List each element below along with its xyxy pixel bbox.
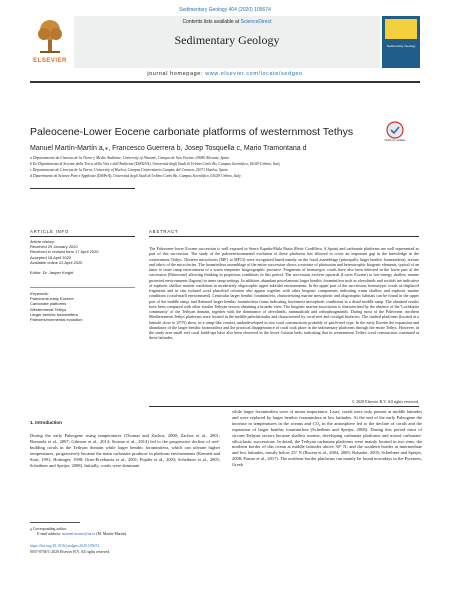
sciencedirect-link[interactable]: ScienceDirect [240,19,272,25]
homepage-link[interactable]: www.elsevier.com/locate/sedgeo [205,71,303,77]
abstract-rule [149,236,419,237]
affiliation-d: d Dipartimento di Scienze Pure e Applicate (DiSPeA), Università degli Studi di Urbino Carlo Bo, Campus Scientifico, 61029 Urbino, Italy [30,174,241,178]
intro-left-column: During the early Paleogene rising temperatures (Thomas and Zachos, 2000; Zachos et al., 2001; Bernaola et al., 2007; Gilmour et al., 2014; Storme et al., 2014) led to the progressive decline of reef-building corals in the Tethyan domain while larger benthic foraminifera, which can tolerate higher temperatures, progressively became the main carbonate producer in platform environments (Kennett and Stott, 1991; Hottinger, 1998; Orue-Etxebarria et al., 2001; Pujalte et al., 2003; Scheibner et al., 2005; Scheibner and Speijer, 2008). Initially, corals were dominant [30,433,220,468]
cover-art [385,19,417,39]
keywords-rule [30,287,135,288]
editor-line: Editor: Dr. Jasper Knight [30,270,74,276]
contents-line [74,19,380,25]
elsevier-logo[interactable] [30,16,70,68]
keyword-item: Westernmost Tethys [30,306,67,312]
affiliation-a: a Departamento de Ciencias de la Tierra y Medio Ambiente, University of Alicante, Campus de San Vicente, 03080 Alicante, Spain [30,156,230,160]
history-accepted: Accepted 18 April 2020 [30,254,72,260]
keyword-item: Paleoenvironmental evolution [30,317,83,323]
keywords-title: Keywords: [30,291,49,296]
keyword-item: Carbonate platforms [30,301,67,307]
history-received: Received 29 January 2020 [30,244,78,250]
contents-prefix: Contents lists available at [182,19,241,25]
info-rule-top [30,188,135,189]
elsevier-tree-icon [36,18,64,54]
abstract-rule-bottom [149,406,419,407]
article-title: Paleocene-Lower Eocene carbonate platforms of westernmost Tethys [30,126,354,138]
abstract-header: ABSTRACT [149,229,179,234]
history-revised: Received in revised form 17 April 2020 [30,249,99,255]
article-info-header: ARTICLE INFO [30,229,70,234]
journal-cover-image[interactable] [382,16,420,68]
keyword-item: Larger benthic foraminifera [30,311,78,317]
affiliation-b: b Ex-Dipartimento di Scienze della Terra, della Vita e dell'Ambiente (DiSTeVA), Università degli Studi di Urbino Carlo Bo, Campus Scientifico, 61029 Urbino, Italy [30,162,281,166]
journal-homepage [30,71,420,77]
header-rule [30,81,420,83]
journal-title[interactable]: Sedimentary Geology [174,33,280,47]
intro-heading: 1. Introduction [30,420,62,425]
journal-reference[interactable]: Sedimentary Geology 404 (2020) 105674 [179,7,271,13]
publisher-name: ELSEVIER [33,58,67,64]
email-suffix: (M. Martín-Martín). [95,532,128,536]
doi-link[interactable]: https://doi.org/10.1016/j.sedgeo.2020.105674 [30,544,100,548]
journal-title-box [74,16,380,68]
info-rule [30,236,135,237]
article-history [30,239,140,275]
intro-right-column: while larger foraminifera were of minor importance. Later, corals were only present at middle latitudes and were replaced by larger benthic foraminifera at low latitudes. At the end of the early Paleogene the increase in temperatures in the oceans and CO₂ in the atmosphere led to the decline of corals and the expansion of larger benthic foraminifera (Scheibner and Speijer, 2008). During this period most of circum-Tethyan sectors became shallow marine, developing carbonate platforms and mixed carbonate-siliciclastic successions. In detail, the Tethyan carbonate platforms were mainly located in two rims: the northern border of this ocean at middle latitudes above 30° N; and the southern border at intermediate and low latitudes, mostly below 25° N (Baceta et al., 2004, 2005; Robador, 2005; Scheibner and Speijer, 2008; Pomar et al., 2017). The northern border platforms can mainly be found nowadays in the Pyrenees, Greek [232,409,422,468]
email-link[interactable]: manuel.martin@ua.es [62,532,96,536]
journal-banner [30,16,420,68]
footnote-rule [30,522,80,523]
check-updates-label: Check for updates [384,139,406,142]
email-prefix: E-mail address: [37,532,63,536]
affiliation-c: c Departamento de Ciencias de la Tierra, University of Huelva, Campus Universitario Campus del Carmen, 21071 Huelva, Spain [30,168,228,172]
keyword-item: Paleocene-early Eocene [30,296,74,302]
abstract-copyright: © 2020 Elsevier B.V. All rights reserved. [351,399,419,404]
issn-line: 0037-0738/© 2020 Elsevier B.V. All rights reserved. [30,550,110,554]
corresponding-author: ⁎ Corresponding author. [30,527,67,531]
keywords-block [30,291,140,322]
email-line [37,532,127,536]
check-for-updates-badge[interactable] [382,120,408,146]
history-title: Article history: [30,239,56,244]
abstract-text: The Paleocene-lower Eocene succession is well exposed in Sierra Espuña-Mula Basin (Betic Cordillera, S Spain) and carbonate platforms are well represented as part of this succession. The study of the paleoenvironmental evolution of these platforms has allowed to cover an important gap in the knowledge in the westernmost Tethys. Thirteen microfacies (MF1 to MF13) were recognized based mainly on the fossil assemblage (principally larger benthic foraminifera), texture and fabric of the microfacies. The foraminifera assemblage of the entire succession shows a mixture of photozoan and heterotrophic biogenic elements, typical of an inner to outer ramp environment of a warm temperate biogeographic province. Fragments of hermatypic corals have also been detected in the lower part of the succession (Paleocene) allowing thinking in propitious conditions in this period. The succession evolves upwards (Lower Eocene) to low-energy shallow marine protected environments (lagoon) in inner ramp settings. In addition, abundant porcelaneous larger benthic foraminifera such as alveolinids and soritids are indicative of euphotic shallow marine conditions in moderately oligotrophic upper subtidal environments. In the upper part of the succession, hermatypic corals as displaced fragments and in situ isolated coral phaceloid colonies also appear together with other biogenic components indicating warm shallow and euphotic marine conditions (coral-marll environment). Lenticular larger benthic foraminifera, characterizing marine mesophotic and oligotrophic habitats can be found in the upper part of the middle ramp, and flattened larger benthic foraminifera forms indicating lowermost mesophotic conditions in a distal middle ramp. The obtained results have been compared with other similar Tethyan sectors obtaining a broader view. The biogenic marine association is characterized by the absence of the 'Lochkartia community' of the Tethyan domain, together with the dominance of alveolinids, nummulitids and orthophragminids. During most of the Paleocene, northern Mediterranean Tethys platforms were located in the middle paleolatitudes and characterized by coral-reef and coralgal biofacies. The studied platforms (located at a latitude close to 25°N) show, in a ramp-like context, underdeveloped in situ coral constructions probably of patch-reef type. In the early Eocene the expansion and abundance of the larger benthic foraminifera and the practical disappearance of coral took place in the sedimentary platforms through the entire Tethys. However, in the study area small reef coral build-ups have also been observed in the lower Cuisian beds, indicating that in westernmost Tethys coral construction continued at these latitudes. [149,246,419,341]
check-updates-icon [382,120,408,146]
cover-title: Sedimentary Geology [386,44,416,48]
homepage-prefix: journal homepage: [147,71,206,77]
author-list[interactable]: Manuel Martín-Martín a,⁎, Francesco Guerrera b, Josep Tosquella c, Mario Tramontana d [30,145,307,152]
history-online: Available online 22 April 2020 [30,259,83,265]
